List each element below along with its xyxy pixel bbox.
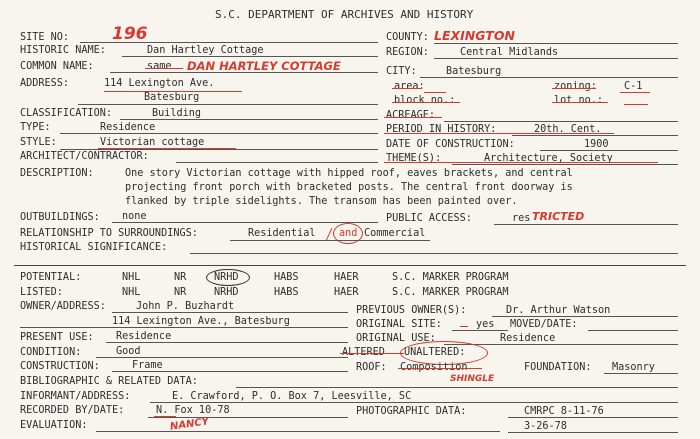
potential-label: POTENTIAL: bbox=[20, 272, 82, 283]
recorded-by-handwritten: NANCY bbox=[169, 416, 210, 433]
recorded-by-label: RECORDED BY/DATE: bbox=[20, 405, 125, 416]
construction-line bbox=[112, 371, 348, 372]
public-access-handwritten: TRICTED bbox=[532, 210, 585, 223]
architect-line bbox=[176, 162, 378, 163]
zoning-value: C-1 bbox=[624, 81, 643, 92]
photo-line-1 bbox=[508, 417, 678, 418]
acreage-label: ACREAGE: bbox=[386, 110, 436, 121]
style-label: STYLE: bbox=[20, 137, 57, 148]
theme-label: THEME(S): bbox=[386, 153, 442, 164]
present-use-value: Residence bbox=[116, 331, 172, 342]
form-title: S.C. DEPARTMENT OF ARCHIVES AND HISTORY bbox=[215, 8, 474, 21]
type-label: TYPE: bbox=[20, 122, 51, 133]
architect-label: ARCHITECT/CONTRACTOR: bbox=[20, 151, 149, 162]
common-name-line bbox=[110, 72, 378, 73]
present-use-line bbox=[106, 342, 348, 343]
roof-strike bbox=[398, 368, 482, 369]
present-use-label: PRESENT USE: bbox=[20, 332, 94, 343]
city-line bbox=[420, 77, 678, 78]
bibliographic-label: BIBLIOGRAPHIC & RELATED DATA: bbox=[20, 376, 198, 387]
evaluation-label: EVALUATION: bbox=[20, 420, 88, 431]
description-line-3: flanked by triple sidelights. The transom has been painted over. bbox=[125, 196, 518, 207]
previous-owners-label: PREVIOUS OWNER(S): bbox=[356, 305, 467, 316]
owner-address-label: OWNER/ADDRESS: bbox=[20, 301, 106, 312]
altered-label: ALTERED bbox=[342, 347, 385, 358]
owner-name: John P. Buzhardt bbox=[136, 301, 235, 312]
foundation-line bbox=[604, 373, 678, 374]
acreage-line bbox=[444, 121, 678, 122]
relationship-value-c: Commercial bbox=[364, 228, 426, 239]
site-no-label: SITE NO: bbox=[20, 32, 70, 43]
listed-label: LISTED: bbox=[20, 287, 63, 298]
potential-nrhd: NRHD bbox=[214, 272, 239, 283]
theme-red-line bbox=[384, 162, 658, 163]
zoning-red-underline bbox=[620, 92, 650, 93]
description-label: DESCRIPTION: bbox=[20, 168, 94, 179]
block-no-strike bbox=[392, 102, 460, 103]
potential-habs: HABS bbox=[274, 272, 299, 283]
acreage-strike bbox=[384, 117, 442, 118]
county-label: COUNTY: bbox=[386, 32, 429, 43]
potential-nrhd-circle bbox=[206, 269, 250, 286]
zoning-strike bbox=[552, 88, 596, 89]
listed-haer: HAER bbox=[334, 287, 359, 298]
relationship-line bbox=[230, 240, 430, 241]
lot-no-red-line bbox=[624, 104, 648, 105]
owner-line-2 bbox=[20, 327, 348, 328]
foundation-label: FOUNDATION: bbox=[524, 362, 592, 373]
common-name-strike bbox=[145, 68, 183, 69]
historical-significance-line bbox=[190, 253, 678, 254]
region-line bbox=[434, 58, 678, 59]
outbuildings-label: OUTBUILDINGS: bbox=[20, 212, 100, 223]
common-name-handwritten: DAN HARTLEY COTTAGE bbox=[187, 59, 341, 73]
block-no-label: block no.: bbox=[394, 95, 456, 106]
roof-handwritten: SHINGLE bbox=[450, 374, 495, 384]
original-site-line bbox=[452, 330, 508, 331]
address-label: ADDRESS: bbox=[20, 78, 70, 89]
relationship-value-a: Residential bbox=[248, 228, 316, 239]
lot-no-label: lot no.: bbox=[554, 95, 604, 106]
bibliographic-line bbox=[236, 387, 678, 388]
public-access-label: PUBLIC ACCESS: bbox=[386, 213, 472, 224]
photographic-data-label: PHOTOGRAPHIC DATA: bbox=[356, 406, 467, 417]
relationship-value-b: and bbox=[339, 228, 358, 239]
classification-line bbox=[120, 119, 378, 120]
period-value: 20th. Cent. bbox=[534, 124, 602, 135]
historic-name-label: HISTORIC NAME: bbox=[20, 45, 106, 56]
type-line bbox=[60, 133, 378, 134]
historic-name-line bbox=[122, 56, 378, 57]
period-red-line bbox=[384, 133, 614, 134]
photo-value-1: CMRPC 8-11-76 bbox=[524, 406, 604, 417]
condition-value: Good bbox=[116, 346, 141, 357]
relationship-label: RELATIONSHIP TO SURROUNDINGS: bbox=[20, 228, 198, 239]
previous-owner-value: Dr. Arthur Watson bbox=[506, 305, 611, 316]
foundation-value: Masonry bbox=[612, 362, 655, 373]
original-use-label: ORIGINAL USE: bbox=[356, 333, 436, 344]
listed-nhl: NHL bbox=[122, 287, 141, 298]
condition-label: CONDITION: bbox=[20, 347, 82, 358]
original-use-value: Residence bbox=[500, 333, 556, 344]
listed-nrhd: NRHD bbox=[214, 287, 239, 298]
outbuildings-value: none bbox=[122, 211, 147, 222]
photo-value-2: 3-26-78 bbox=[524, 421, 567, 432]
informant-value: E. Crawford, P. O. Box 7, Leesville, SC bbox=[172, 391, 412, 402]
date-construction-value: 1900 bbox=[584, 139, 609, 150]
classification-label: CLASSIFICATION: bbox=[20, 108, 113, 119]
theme-line bbox=[452, 164, 678, 165]
listed-nr: NR bbox=[174, 287, 187, 298]
common-name-value: same bbox=[147, 61, 172, 72]
area-label: area: bbox=[394, 81, 425, 92]
roof-label: ROOF: bbox=[356, 362, 387, 373]
potential-haer: HAER bbox=[334, 272, 359, 283]
common-name-label: COMMON NAME: bbox=[20, 61, 94, 72]
moved-date-line bbox=[588, 330, 678, 331]
owner-line-1 bbox=[112, 312, 348, 313]
outbuildings-line bbox=[112, 222, 378, 223]
lot-no-strike bbox=[552, 102, 608, 103]
informant-line bbox=[150, 402, 678, 403]
section-divider bbox=[14, 265, 686, 266]
address-line2: Batesburg bbox=[144, 92, 200, 103]
area-red-line bbox=[424, 92, 446, 93]
recorded-by-value: N. Fox 10-78 bbox=[156, 405, 230, 416]
zoning-label: zoning: bbox=[554, 81, 597, 92]
address-line1: 114 Lexington Ave. bbox=[104, 78, 215, 89]
evaluation-line bbox=[96, 431, 500, 432]
date-construction-label: DATE OF CONSTRUCTION: bbox=[386, 139, 515, 150]
period-label: PERIOD IN HISTORY: bbox=[386, 124, 497, 135]
listed-marker: S.C. MARKER PROGRAM bbox=[392, 287, 509, 298]
city-value: Batesburg bbox=[446, 66, 502, 77]
theme-value: Architecture, Society bbox=[484, 153, 613, 164]
date-construction-line bbox=[540, 150, 678, 151]
region-label: REGION: bbox=[386, 47, 429, 58]
county-line bbox=[434, 43, 678, 44]
address-line bbox=[78, 104, 378, 105]
historical-significance-label: HISTORICAL SIGNIFICANCE: bbox=[20, 242, 168, 253]
moved-date-label: MOVED/DATE: bbox=[510, 319, 578, 330]
period-line bbox=[512, 135, 678, 136]
area-strike bbox=[392, 88, 422, 89]
original-site-label: ORIGINAL SITE: bbox=[356, 319, 442, 330]
city-label: CITY: bbox=[386, 66, 417, 77]
condition-line bbox=[96, 357, 348, 358]
site-no-handwritten: 196 bbox=[112, 24, 148, 44]
potential-nr: NR bbox=[174, 272, 187, 283]
roof-value: Composition bbox=[400, 362, 468, 373]
region-value: Central Midlands bbox=[460, 47, 559, 58]
public-access-line bbox=[494, 224, 678, 225]
construction-value: Frame bbox=[132, 360, 163, 371]
original-site-value: yes bbox=[476, 319, 495, 330]
public-access-typed: res bbox=[512, 213, 531, 224]
previous-owners-line bbox=[492, 316, 678, 317]
altered-strike bbox=[340, 353, 404, 354]
listed-habs: HABS bbox=[274, 287, 299, 298]
type-value: Residence bbox=[100, 122, 156, 133]
photo-line-2 bbox=[508, 432, 678, 433]
description-line-2: projecting front porch with bracketed posts. The central front doorway is bbox=[125, 182, 573, 193]
classification-value: Building bbox=[152, 108, 202, 119]
recorded-by-line bbox=[148, 417, 348, 418]
original-site-dash bbox=[460, 326, 468, 327]
style-value: Victorian cottage bbox=[100, 137, 205, 148]
unaltered-label: UNALTERED: bbox=[404, 347, 466, 358]
county-handwritten: LEXINGTON bbox=[434, 28, 515, 43]
informant-label: INFORMANT/ADDRESS: bbox=[20, 391, 131, 402]
style-line bbox=[60, 149, 378, 150]
potential-marker: S.C. MARKER PROGRAM bbox=[392, 272, 509, 283]
construction-label: CONSTRUCTION: bbox=[20, 361, 100, 372]
owner-address-value: 114 Lexington Ave., Batesburg bbox=[112, 316, 290, 327]
description-line-1: One story Victorian cottage with hipped roof, eaves brackets, and central bbox=[125, 168, 573, 179]
potential-nhl: NHL bbox=[122, 272, 141, 283]
historic-name-value: Dan Hartley Cottage bbox=[147, 45, 264, 56]
